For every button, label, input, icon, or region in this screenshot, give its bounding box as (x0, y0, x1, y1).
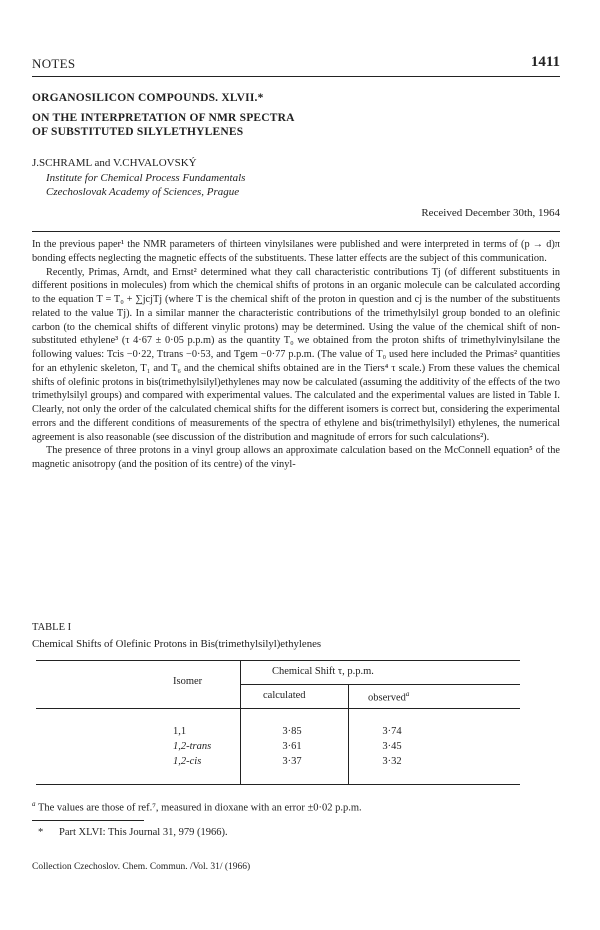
row-3-calculated: 3·37 (282, 756, 302, 767)
row-1-observed: 3·74 (382, 726, 402, 737)
article-title-line2: ON THE INTERPRETATION OF NMR SPECTRA (32, 112, 295, 124)
abstract-rule (32, 231, 560, 232)
row-3-observed: 3·32 (382, 756, 402, 767)
authors: J.SCHRAML and V.CHVALOVSKÝ (32, 157, 197, 169)
table-top-rule (36, 660, 520, 661)
row-2-calculated: 3·61 (282, 741, 302, 752)
running-header (32, 56, 560, 74)
journal-footer: Collection Czechoslov. Chem. Commun. /Vol. 31/ (1966) (32, 862, 251, 872)
row-3-isomer: 1,2-cis (173, 756, 202, 767)
table-caption: TABLE I (32, 622, 72, 633)
row-1-calculated: 3·85 (282, 726, 302, 737)
paragraph-3: The presence of three protons in a vinyl group allows an approximate calculation based on the McConnell equation⁵ of the magnetic anisotropy (and the position of its centre) of the vinyl- (32, 445, 560, 470)
row-2-observed: 3·45 (382, 741, 402, 752)
section-label: NOTES (32, 56, 76, 71)
col-header-calculated: calculated (263, 690, 306, 701)
col-header-chemical-shift: Chemical Shift τ, p.p.m. (272, 666, 374, 677)
affiliation-line2: Czechoslovak Academy of Sciences, Prague (46, 186, 240, 198)
table-bottom-rule (36, 784, 520, 785)
page-footnote: * Part XLVI: This Journal 31, 979 (1966). (38, 827, 228, 838)
article-title-line3: OF SUBSTITUTED SILYLETHYLENES (32, 126, 244, 138)
paragraph-1: In the previous paper¹ the NMR parameters of thirteen vinylsilanes were published and were interpreted in terms of (p → d)π bonding effects neglecting the magnetic effects of the substituents. These latter effects are the subject of this communication. (32, 239, 560, 264)
header-rule (32, 76, 560, 77)
row-2-isomer: 1,2-trans (173, 741, 212, 752)
table-divider-2 (348, 684, 349, 784)
row-1-isomer: 1,1 (173, 726, 187, 737)
table-group-rule (240, 684, 520, 685)
table-divider (240, 660, 241, 784)
affiliation-line1: Institute for Chemical Process Fundamentals (46, 172, 246, 184)
col-header-observed: observed$^a$ (368, 690, 410, 704)
page-number: 1411 (530, 54, 560, 70)
footnote-rule (32, 820, 144, 821)
table-header-rule (36, 708, 520, 709)
article-body (32, 238, 560, 472)
table-description: Chemical Shifts of Olefinic Protons in Bis(trimethylsilyl)ethylenes (32, 638, 322, 650)
table-footnote: $^a$ The values are those of ref.⁷, measured in dioxane with an error ±0·02 p.p.m. (32, 800, 362, 814)
article-title-line1: ORGANOSILICON COMPOUNDS. XLVII.* (32, 92, 264, 104)
col-header-isomer: Isomer (173, 676, 203, 687)
received-date: Received December 30th, 1964 (421, 207, 560, 219)
paragraph-2: Recently, Primas, Arndt, and Ernst² determined what they call characteristic contributions Tj (of different substituents in different positions in molecules) from which the chemical shifts of protons in an organic molecule can be calculated according to the equation T = T₀ + ∑jcjTj (where T is the chemical shift of the proton in question and cj is the number of the substituents related to the value Tj). In a similar manner the characteristic contributions of the trimethylsilyl group bonded to an olefinic carbon (to the chemical shifts of different vinylic protons) may be determined. Using the value of the chemical shift of non-substituted ethylene³ (τ 4·67 ± 0·05 p.p.m) as the quantity T₀ we obtained from the proton shifts of trimethylvinylsilane the following values: Tcis −0·22, Ttrans −0·53, and Tgem −0·77 p.p.m. (The value of T₀ used here included the Primas² quantities for an ethylenic skeleton, T₁ and T₆ and the chemical shifts obtained are in the Tiers⁴ τ scale.) From these values the chemical shifts of olefinic protons in bis(trimethylsilyl)ethylenes may now be calculated (assuming the additivity of the effects of the two trimethylsilyl groups) and compared with experimental values. The calculated and the experimental values are listed in Table I. Clearly, not only the order of the calculated chemical shifts for the different isomers is correct but, considering the experimental errors and the different conditions of measurements of the spectra of ethylene and bis(trimethylsilyl) ethylenes, the numerical agreement is also reasonable (see discussion of the distribution and magnitude of errors for such calculations²). (32, 266, 560, 443)
